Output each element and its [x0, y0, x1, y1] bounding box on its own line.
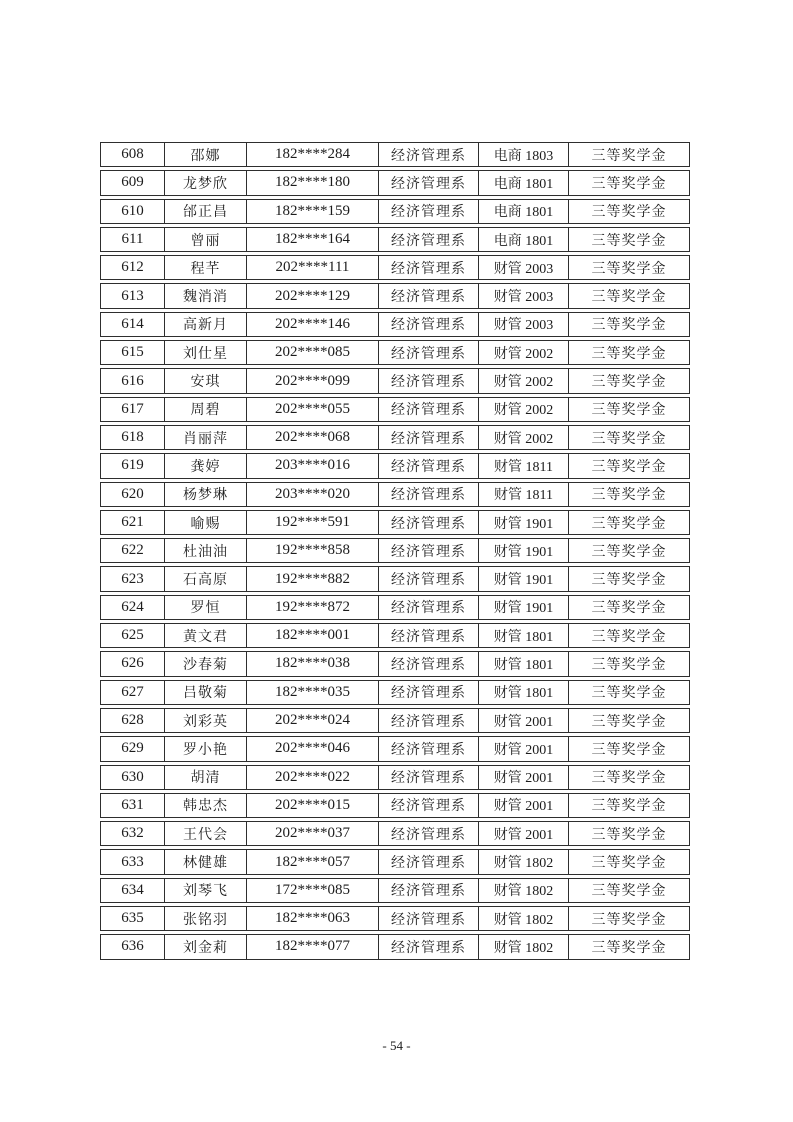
class-name: 财管 1811 [478, 453, 569, 478]
table-row [100, 142, 695, 167]
row-number: 636 [100, 934, 165, 959]
class-name: 财管 2001 [478, 793, 569, 818]
class-name: 财管 1801 [478, 680, 569, 705]
student-id: 202****037 [246, 821, 379, 846]
table-row [100, 538, 695, 563]
department: 经济管理系 [378, 538, 479, 563]
class-name: 财管 2003 [478, 283, 569, 308]
student-name: 邵娜 [164, 142, 247, 167]
student-name: 石高原 [164, 566, 247, 591]
award: 三等奖学金 [568, 312, 690, 337]
student-id: 202****111 [246, 255, 379, 280]
table-row [100, 623, 695, 648]
class-name: 财管 1901 [478, 510, 569, 535]
student-id: 203****020 [246, 482, 379, 507]
table-row [100, 510, 695, 535]
student-name: 程芊 [164, 255, 247, 280]
table-row [100, 595, 695, 620]
student-id: 182****077 [246, 934, 379, 959]
row-number: 633 [100, 849, 165, 874]
department: 经济管理系 [378, 651, 479, 676]
award: 三等奖学金 [568, 906, 690, 931]
student-name: 刘金莉 [164, 934, 247, 959]
department: 经济管理系 [378, 878, 479, 903]
class-name: 财管 2002 [478, 368, 569, 393]
award: 三等奖学金 [568, 538, 690, 563]
student-name: 杨梦琳 [164, 482, 247, 507]
table-row [100, 906, 695, 931]
row-number: 629 [100, 736, 165, 761]
student-id: 182****035 [246, 680, 379, 705]
student-name: 林健雄 [164, 849, 247, 874]
department: 经济管理系 [378, 680, 479, 705]
row-number: 618 [100, 425, 165, 450]
student-id: 202****146 [246, 312, 379, 337]
student-name: 吕敬菊 [164, 680, 247, 705]
table-row [100, 170, 695, 195]
student-name: 喻赐 [164, 510, 247, 535]
department: 经济管理系 [378, 170, 479, 195]
student-name: 魏消消 [164, 283, 247, 308]
row-number: 632 [100, 821, 165, 846]
award: 三等奖学金 [568, 736, 690, 761]
award: 三等奖学金 [568, 793, 690, 818]
student-name: 杜油油 [164, 538, 247, 563]
award: 三等奖学金 [568, 227, 690, 252]
award: 三等奖学金 [568, 765, 690, 790]
table-row [100, 397, 695, 422]
department: 经济管理系 [378, 708, 479, 733]
class-name: 财管 1901 [478, 595, 569, 620]
row-number: 621 [100, 510, 165, 535]
row-number: 617 [100, 397, 165, 422]
page-number: - 54 - [382, 1038, 411, 1053]
class-name: 财管 2002 [478, 425, 569, 450]
row-number: 635 [100, 906, 165, 931]
table-row [100, 651, 695, 676]
department: 经济管理系 [378, 793, 479, 818]
scholarship-table [100, 142, 695, 963]
row-number: 616 [100, 368, 165, 393]
student-name: 韩忠杰 [164, 793, 247, 818]
award: 三等奖学金 [568, 283, 690, 308]
table-row [100, 793, 695, 818]
award: 三等奖学金 [568, 595, 690, 620]
award: 三等奖学金 [568, 482, 690, 507]
table-row [100, 482, 695, 507]
student-id: 202****046 [246, 736, 379, 761]
table-row [100, 736, 695, 761]
table-row [100, 255, 695, 280]
class-name: 财管 2002 [478, 397, 569, 422]
class-name: 财管 2001 [478, 821, 569, 846]
student-name: 罗小艳 [164, 736, 247, 761]
row-number: 631 [100, 793, 165, 818]
row-number: 609 [100, 170, 165, 195]
department: 经济管理系 [378, 283, 479, 308]
class-name: 财管 1901 [478, 566, 569, 591]
department: 经济管理系 [378, 368, 479, 393]
table-row [100, 680, 695, 705]
department: 经济管理系 [378, 566, 479, 591]
student-name: 肖丽萍 [164, 425, 247, 450]
student-id: 202****024 [246, 708, 379, 733]
department: 经济管理系 [378, 736, 479, 761]
class-name: 财管 1802 [478, 878, 569, 903]
department: 经济管理系 [378, 453, 479, 478]
award: 三等奖学金 [568, 170, 690, 195]
table-row [100, 425, 695, 450]
award: 三等奖学金 [568, 510, 690, 535]
table-row [100, 708, 695, 733]
award: 三等奖学金 [568, 368, 690, 393]
table-row [100, 283, 695, 308]
row-number: 610 [100, 199, 165, 224]
student-name: 刘仕星 [164, 340, 247, 365]
department: 经济管理系 [378, 510, 479, 535]
class-name: 财管 1901 [478, 538, 569, 563]
row-number: 628 [100, 708, 165, 733]
department: 经济管理系 [378, 227, 479, 252]
student-id: 182****038 [246, 651, 379, 676]
row-number: 608 [100, 142, 165, 167]
class-name: 电商 1801 [478, 227, 569, 252]
table-row [100, 566, 695, 591]
class-name: 财管 1801 [478, 651, 569, 676]
row-number: 624 [100, 595, 165, 620]
student-id: 202****129 [246, 283, 379, 308]
award: 三等奖学金 [568, 934, 690, 959]
department: 经济管理系 [378, 849, 479, 874]
table-row [100, 849, 695, 874]
class-name: 电商 1803 [478, 142, 569, 167]
award: 三等奖学金 [568, 708, 690, 733]
table-row [100, 821, 695, 846]
class-name: 财管 1802 [478, 934, 569, 959]
student-name: 龙梦欣 [164, 170, 247, 195]
row-number: 627 [100, 680, 165, 705]
student-id: 182****284 [246, 142, 379, 167]
award: 三等奖学金 [568, 849, 690, 874]
department: 经济管理系 [378, 765, 479, 790]
student-id: 202****055 [246, 397, 379, 422]
department: 经济管理系 [378, 199, 479, 224]
award: 三等奖学金 [568, 142, 690, 167]
department: 经济管理系 [378, 142, 479, 167]
student-id: 202****099 [246, 368, 379, 393]
student-id: 203****016 [246, 453, 379, 478]
student-name: 曾丽 [164, 227, 247, 252]
student-name: 张铭羽 [164, 906, 247, 931]
class-name: 财管 1802 [478, 849, 569, 874]
table-row [100, 765, 695, 790]
row-number: 630 [100, 765, 165, 790]
class-name: 财管 1802 [478, 906, 569, 931]
student-name: 龚婷 [164, 453, 247, 478]
student-id: 202****022 [246, 765, 379, 790]
department: 经济管理系 [378, 906, 479, 931]
row-number: 625 [100, 623, 165, 648]
student-name: 刘琴飞 [164, 878, 247, 903]
student-name: 王代会 [164, 821, 247, 846]
award: 三等奖学金 [568, 566, 690, 591]
student-name: 刘彩英 [164, 708, 247, 733]
class-name: 电商 1801 [478, 170, 569, 195]
class-name: 财管 2001 [478, 765, 569, 790]
table-row [100, 227, 695, 252]
department: 经济管理系 [378, 595, 479, 620]
award: 三等奖学金 [568, 453, 690, 478]
student-id: 202****015 [246, 793, 379, 818]
award: 三等奖学金 [568, 199, 690, 224]
student-id: 182****159 [246, 199, 379, 224]
student-id: 192****591 [246, 510, 379, 535]
student-name: 黄文君 [164, 623, 247, 648]
award: 三等奖学金 [568, 821, 690, 846]
row-number: 619 [100, 453, 165, 478]
student-name: 安琪 [164, 368, 247, 393]
row-number: 613 [100, 283, 165, 308]
department: 经济管理系 [378, 482, 479, 507]
award: 三等奖学金 [568, 255, 690, 280]
award: 三等奖学金 [568, 623, 690, 648]
student-id: 192****872 [246, 595, 379, 620]
student-id: 192****858 [246, 538, 379, 563]
table-row [100, 878, 695, 903]
row-number: 620 [100, 482, 165, 507]
table-row [100, 340, 695, 365]
student-id: 192****882 [246, 566, 379, 591]
student-id: 182****057 [246, 849, 379, 874]
student-name: 高新月 [164, 312, 247, 337]
table-row [100, 199, 695, 224]
table-row [100, 368, 695, 393]
department: 经济管理系 [378, 255, 479, 280]
class-name: 财管 2002 [478, 340, 569, 365]
award: 三等奖学金 [568, 680, 690, 705]
department: 经济管理系 [378, 623, 479, 648]
student-name: 罗恒 [164, 595, 247, 620]
student-name: 邰正昌 [164, 199, 247, 224]
award: 三等奖学金 [568, 340, 690, 365]
award: 三等奖学金 [568, 425, 690, 450]
student-id: 182****063 [246, 906, 379, 931]
department: 经济管理系 [378, 934, 479, 959]
class-name: 财管 2003 [478, 312, 569, 337]
row-number: 612 [100, 255, 165, 280]
row-number: 611 [100, 227, 165, 252]
class-name: 财管 1811 [478, 482, 569, 507]
student-id: 172****085 [246, 878, 379, 903]
row-number: 622 [100, 538, 165, 563]
row-number: 615 [100, 340, 165, 365]
award: 三等奖学金 [568, 397, 690, 422]
department: 经济管理系 [378, 312, 479, 337]
award: 三等奖学金 [568, 651, 690, 676]
class-name: 电商 1801 [478, 199, 569, 224]
row-number: 626 [100, 651, 165, 676]
class-name: 财管 2003 [478, 255, 569, 280]
student-id: 182****001 [246, 623, 379, 648]
student-name: 沙春菊 [164, 651, 247, 676]
student-id: 182****180 [246, 170, 379, 195]
department: 经济管理系 [378, 821, 479, 846]
class-name: 财管 1801 [478, 623, 569, 648]
department: 经济管理系 [378, 397, 479, 422]
student-id: 202****085 [246, 340, 379, 365]
class-name: 财管 2001 [478, 708, 569, 733]
department: 经济管理系 [378, 340, 479, 365]
student-id: 182****164 [246, 227, 379, 252]
class-name: 财管 2001 [478, 736, 569, 761]
table-row [100, 312, 695, 337]
table-row [100, 453, 695, 478]
table-row [100, 934, 695, 959]
row-number: 614 [100, 312, 165, 337]
student-id: 202****068 [246, 425, 379, 450]
award: 三等奖学金 [568, 878, 690, 903]
student-name: 胡清 [164, 765, 247, 790]
student-name: 周碧 [164, 397, 247, 422]
row-number: 623 [100, 566, 165, 591]
department: 经济管理系 [378, 425, 479, 450]
row-number: 634 [100, 878, 165, 903]
